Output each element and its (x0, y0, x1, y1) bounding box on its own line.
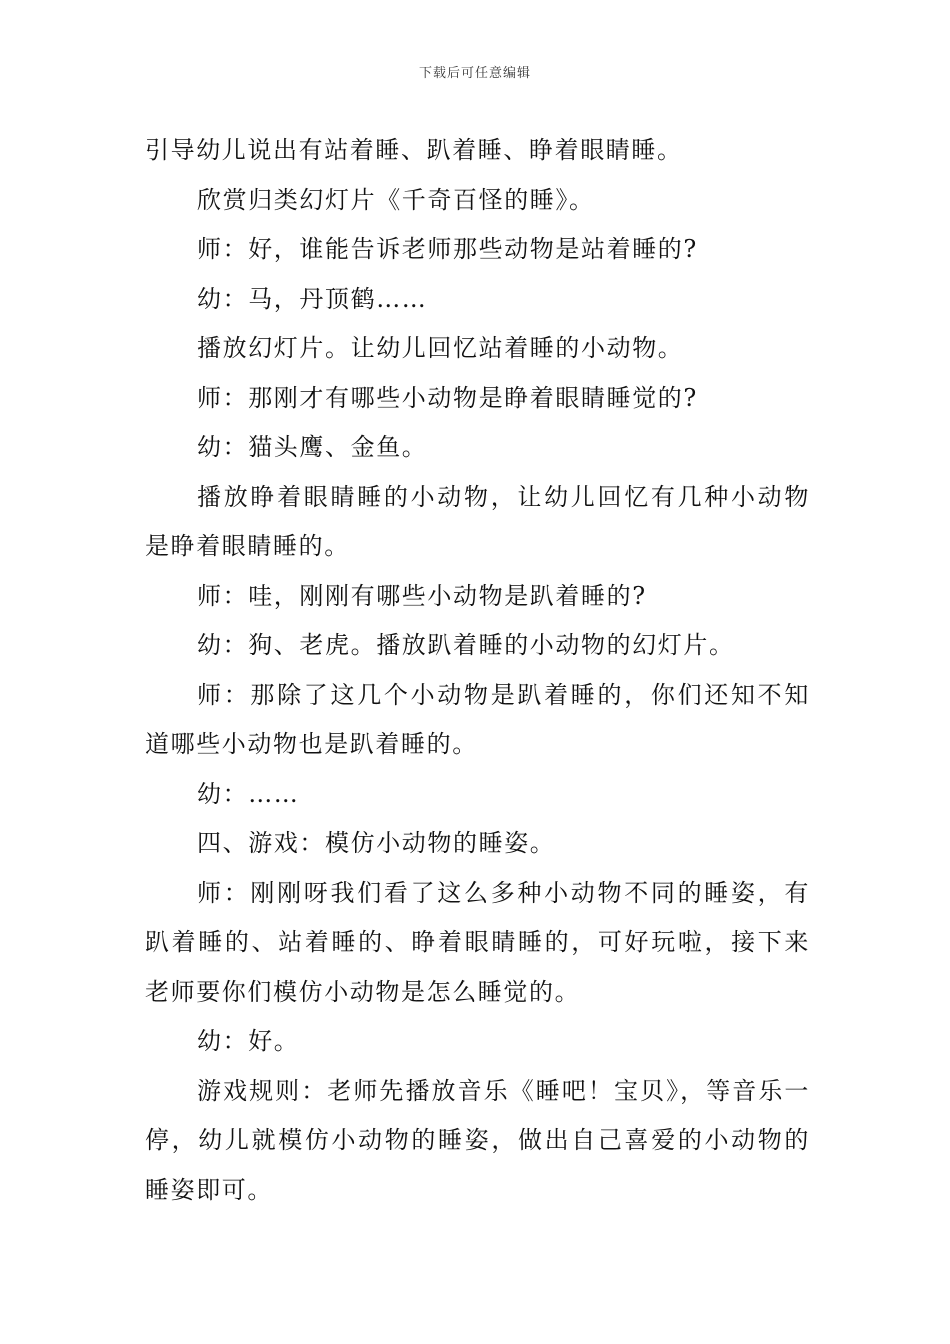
paragraph-12: 幼：…… (197, 779, 300, 808)
document-body (145, 126, 810, 1215)
paragraph-10: 幼：狗、老虎。播放趴着睡的小动物的幻灯片。 (197, 631, 735, 659)
paragraph-2: 欣赏归类幻灯片《千奇百怪的睡》。 (197, 185, 595, 214)
paragraph-1: 引导幼儿说出有站着睡、趴着睡、睁着眼睛睡。 (145, 136, 683, 164)
paragraph-7: 幼：猫头鹰、金鱼。 (197, 433, 428, 461)
paragraph-5: 播放幻灯片。让幼儿回忆站着睡的小动物。 (197, 334, 684, 362)
paragraph-16: 游戏规则：老师先播放音乐《睡吧！宝贝》，等音乐一停，幼儿就模仿小动物的睡姿，做出自己喜爱的小动物的睡姿即可。 (145, 1076, 810, 1204)
paragraph-14: 师：刚刚呀我们看了这么多种小动物不同的睡姿，有趴着睡的、站着睡的、睁着眼睛睡的，可好玩啦，接下来老师要你们模仿小动物是怎么睡觉的。 (145, 878, 810, 1006)
paragraph-15: 幼：好。 (197, 1027, 300, 1055)
paragraph-9: 师：哇，刚刚有哪些小动物是趴着睡的? (197, 581, 647, 610)
paragraph-3: 师：好，谁能告诉老师那些动物是站着睡的? (197, 235, 698, 263)
page-header: 下载后可任意编辑 (418, 66, 531, 81)
paragraph-4: 幼：马，丹顶鹤…… (197, 284, 428, 313)
paragraph-11: 师：那除了这几个小动物是趴着睡的，你们还知不知道哪些小动物也是趴着睡的。 (145, 680, 810, 758)
paragraph-13: 四、游戏：模仿小动物的睡姿。 (197, 829, 556, 857)
paragraph-6: 师：那刚才有哪些小动物是睁着眼睛睡觉的? (197, 383, 698, 412)
paragraph-8: 播放睁着眼睛睡的小动物，让幼儿回忆有几种小动物是睁着眼睛睡的。 (145, 482, 810, 560)
